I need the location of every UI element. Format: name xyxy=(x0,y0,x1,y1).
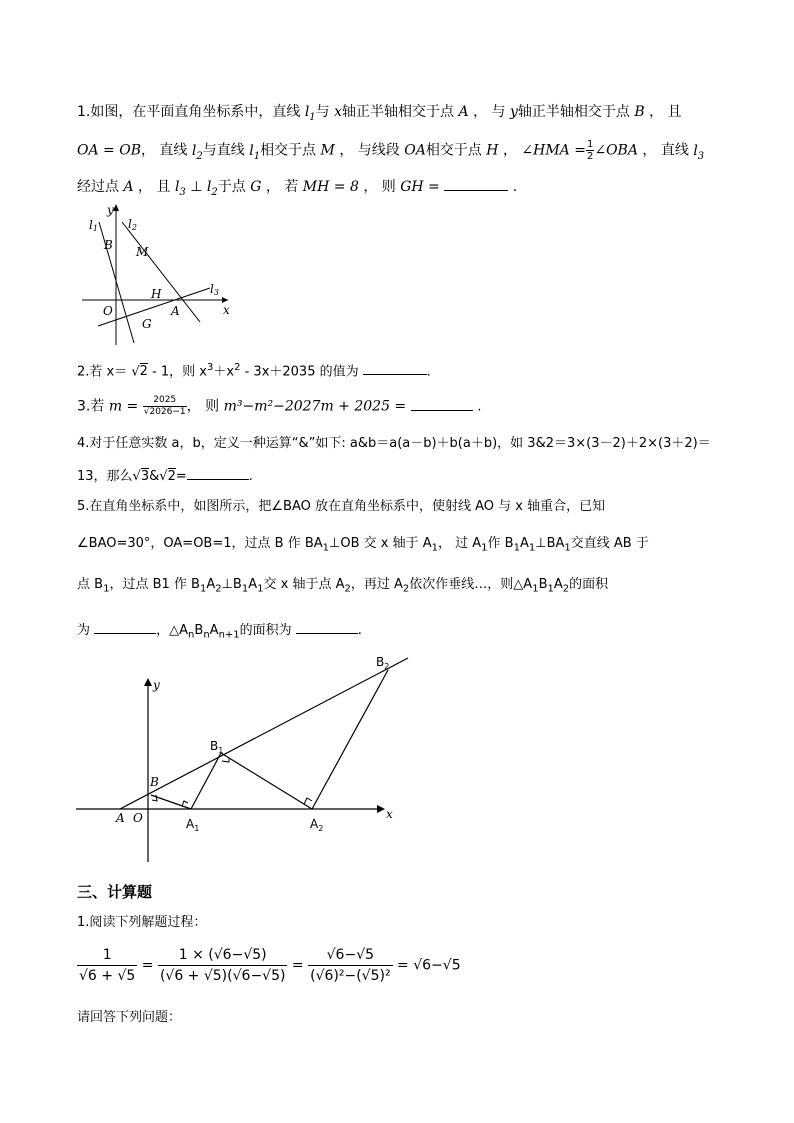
q4-line-1: 4.对于任意实数 a，b，定义一种运算“&”如下: a&b＝a(a－b)＋b(a＋b)，如 3&2＝3×(3－2)＋2×(3＋2)＝ xyxy=(77,436,711,451)
q1-line-2: OA = OB， 直线 $l_2$与直线 $l_1$相交于点 M ， 与线段 OA相交于点 H ， ∠HMA = $\frac{1}{2}$ ∠OBA ， 直线 $l_3$ xyxy=(77,139,705,162)
fig1-point-O: O xyxy=(103,304,113,318)
answer-blank-q1[interactable] xyxy=(444,176,508,191)
fig1-l1-label: l1 xyxy=(89,218,98,233)
section-heading: 三、计算题 xyxy=(77,883,153,901)
q5-line-3: 点 $B_1$，过点 B1 作 $B_1A_2\perp B_1A_1$交 x 轴于点 $A_2$，再过 $A_2$依次作垂线…，则$\triangle A_1B_1A_2$的面积 xyxy=(77,577,609,595)
fig2-x-label: x xyxy=(386,807,393,821)
q2-line: 2.若 x＝ √2 - 1，则 $x^3+x^2 - 3x+2035$ 的值为 . xyxy=(77,362,431,380)
fig2-point-B: B xyxy=(150,775,159,789)
fig1-l2-label: l2 xyxy=(128,217,137,232)
fig2-point-A1: $A_1$ xyxy=(186,817,200,833)
fig2-point-B1: $B_1$ xyxy=(210,739,224,755)
figure-2-perpendicular-chain xyxy=(76,652,414,866)
fig1-x-label: x xyxy=(223,303,230,317)
answer-blank-q5-area2[interactable] xyxy=(296,619,358,634)
figure-1-coordinate-lines xyxy=(78,200,238,348)
q4-line-2: 13，那么√3&√2= . xyxy=(77,465,253,487)
fig1-point-A: A xyxy=(171,304,180,318)
fig1-point-G: G xyxy=(142,317,152,331)
l1-symbol: $l_1$ xyxy=(304,104,316,123)
answer-blank-q4[interactable] xyxy=(187,465,249,480)
line-l2 xyxy=(122,222,200,322)
fig2-point-O: O xyxy=(133,811,143,825)
c1-question: 请回答下列问题： xyxy=(77,1010,182,1025)
fig2-y-label: y xyxy=(153,678,160,692)
q5-line-2: ∠BAO=30°，OA=OB=1，过点 B 作 $BA_1\perp OB$ 交 x 轴于 $A_1$， 过 $A_1$作 $B_1A_1\perp BA_1$交直线 AB 于 xyxy=(77,536,649,554)
q3-line: 3.若 m = $\frac{2025}{√2026-1}$ ， 则 m³−m²−2027m + 2025 = . xyxy=(77,395,482,417)
half-fraction: $\frac{1}{2}$ xyxy=(586,139,594,162)
fig2-point-B2: $B_2$ xyxy=(376,655,390,671)
answer-blank-q3[interactable] xyxy=(411,396,473,411)
c1-equation: $\frac{1}{√6 + √5}$ = $\frac{1 \times (√6-√5)}{(√6 + √5)(√6-√5)}$ = $\frac{√6-√5}{\text{(√6)²−(√5)²}}$ = √6−√5 xyxy=(79,947,461,984)
fig2-point-A: A xyxy=(116,811,125,825)
fig2-point-A2: $A_2$ xyxy=(310,817,324,833)
q1-line-1: 1.如图，在平面直角坐标系中，直线 $l_1$与 x轴正半轴相交于点 A ， 与 y轴正半轴相交于点 B ， 且 xyxy=(77,104,682,123)
c1-intro: 1.阅读下列解题过程： xyxy=(77,915,207,930)
q5-line-1: 5.在直角坐标系中，如图所示，把∠BAO 放在直角坐标系中，使射线 AO 与 x 轴重合，已知 xyxy=(77,499,606,514)
q1-line-3: 经过点 A ， 且 $l_3$ ⊥ $l_2$于点 G ， 若 MH = 8 ， 则 GH = . xyxy=(77,176,517,203)
fig1-y-label: y xyxy=(107,203,114,217)
answer-blank-q5-area1[interactable] xyxy=(94,619,156,634)
q3-fraction: $\frac{2025}{√2026-1}$ xyxy=(143,395,186,417)
fig1-point-M: M xyxy=(136,245,149,259)
fig1-point-B: B xyxy=(104,238,113,252)
y-arrow xyxy=(113,204,119,211)
q5-line-4: 为 ，$\triangle A_nB_nA_{n+1}$的面积为 . xyxy=(77,619,362,646)
fig1-l3-label: l3 xyxy=(210,282,219,297)
answer-blank-q2[interactable] xyxy=(363,360,427,375)
fig1-point-H: H xyxy=(151,287,162,301)
